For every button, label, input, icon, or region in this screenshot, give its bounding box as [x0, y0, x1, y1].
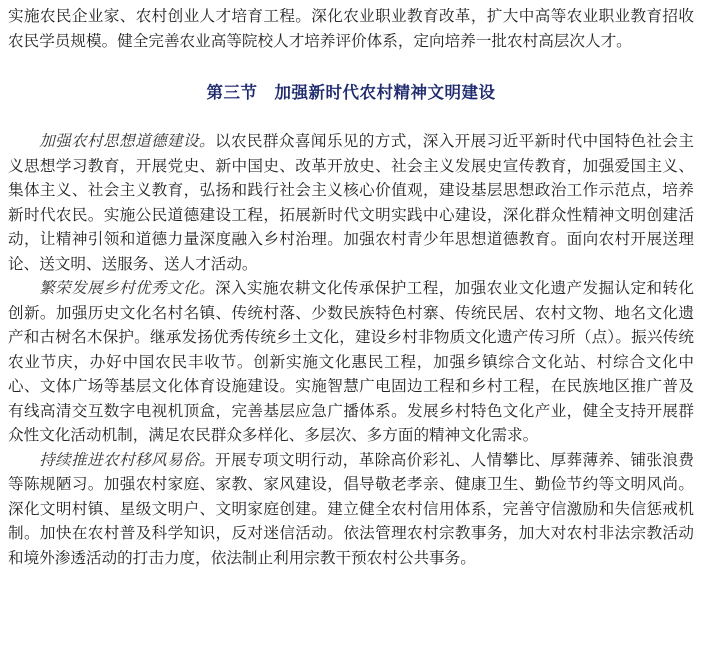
paragraph-body: 开展专项文明行动，革除高价彩礼、人情攀比、厚葬薄养、铺张浪费等陈规陋习。加强农村家庭、家教、家风建设，倡导敬老孝亲、健康卫生、勤俭节约等文明风尚。深化文明村镇、星级文明户、文明家庭创建。建立健全农村信用体系，完善守信激励和失信惩戒机制。加快在农村普及科学知识，反对迷信活动。依法管理农村宗教事务，加大对农村非法宗教活动和境外渗透活动的打击力度，依法制止利用宗教干预农村公共事务。: [8, 450, 694, 567]
section-heading: 第三节 加强新时代农村精神文明建设: [206, 83, 496, 102]
intro-paragraph: 实施农民企业家、农村创业人才培育工程。深化农业职业教育改革，扩大中高等农业职业教育招收农民学员规模。健全完善农业高等院校人才培养评价体系，定向培养一批农村高层次人才。: [8, 7, 694, 50]
paragraph-body: 以农民群众喜闻乐见的方式，深入开展习近平新时代中国特色社会主义思想学习教育，开展党史、新中国史、改革开放史、社会主义发展史宣传教育，加强爱国主义、集体主义、社会主义教育，弘扬和践行社会主义核心价值观，建设基层思想政治工作示范点，培养新时代农民。实施公民道德建设工程，拓展新时代文明实践中心建设，深化群众性精神文明创建活动，让精神引领和道德力量深度融入乡村治理。加强农村青少年思想道德教育。面向农村开展送理论、送文明、送服务、送人才活动。: [8, 132, 694, 273]
paragraph-lead: 繁荣发展乡村优秀文化。: [39, 279, 215, 297]
paragraph-body: 深入实施农耕文化传承保护工程，加强农业文化遗产发掘认定和转化创新。加强历史文化名村名镇、传统村落、少数民族特色村寨、传统民居、农村文物、地名文化遗产和古树名木保护。继承发扬优秀传统乡土文化，建设乡村非物质文化遗产传习所（点）。振兴传统农业节庆，办好中国农民丰收节。创新实施文化惠民工程，加强乡镇综合文化站、村综合文化中心、文体广场等基层文化体育设施建设。实施智慧广电固边工程和乡村工程，在民族地区推广普及有线高清交互数字电视机顶盒，完善基层应急广播体系。发展乡村特色文化产业，健全支持开展群众性文化活动机制，满足农民群众多样化、多层次、多方面的精神文化需求。: [8, 279, 694, 444]
paragraph-customs: [8, 448, 694, 571]
paragraph-ideology: [8, 129, 694, 276]
paragraph-lead: 加强农村思想道德建设。: [39, 132, 215, 150]
paragraph-culture: [8, 276, 694, 448]
paragraph-lead: 持续推进农村移风易俗。: [39, 450, 215, 469]
